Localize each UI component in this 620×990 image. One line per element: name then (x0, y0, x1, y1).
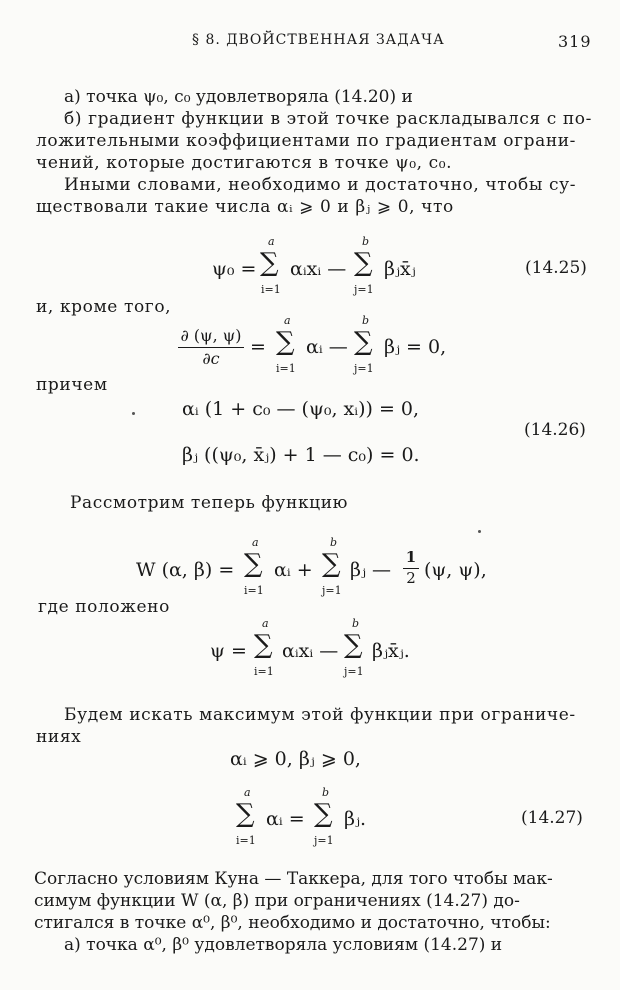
sum-upper-limit: a (262, 617, 269, 630)
stray-mark (132, 412, 135, 415)
derivative-equals: = (250, 336, 266, 358)
eq-14-25-lhs: ψ₀ = (212, 258, 257, 280)
sum-symbol: ∑ (354, 248, 373, 278)
psi-definition-term-2: βⱼx̄ⱼ. (372, 640, 410, 662)
derivative-numerator: ∂ (ψ, ψ) (180, 326, 242, 345)
sum-symbol: ∑ (244, 549, 263, 579)
eq-14-27-term-1: αᵢ = (266, 808, 305, 830)
sum-lower-limit: i=1 (254, 665, 274, 678)
equation-number-14-27: (14.27) (521, 808, 583, 828)
sum-upper-limit: a (268, 235, 275, 248)
sum-lower-limit: j=1 (354, 283, 374, 296)
paragraph-line-1: Иными словами, необходимо и достаточно, чтобы су- (64, 175, 577, 195)
sum-lower-limit: i=1 (261, 283, 281, 296)
w-function-term-2: βⱼ — (350, 559, 392, 581)
sum-upper-limit: a (252, 536, 259, 549)
item-b-line-3: чений, которые достигаются в точке ψ₀, c₀. (36, 153, 453, 173)
running-header: § 8. ДВОЙСТВЕННАЯ ЗАДАЧА (192, 32, 445, 48)
half-denominator: 2 (406, 569, 416, 587)
item-a-line: а) точка ψ₀, c₀ удовлетворяла (14.20) и (64, 87, 413, 107)
sum-lower-limit: j=1 (344, 665, 364, 678)
half-numerator: 1 (405, 548, 417, 566)
sum-upper-limit: a (284, 314, 291, 327)
w-function-lhs: W (α, β) = (136, 559, 235, 581)
equation-number-14-25: (14.25) (525, 258, 587, 278)
sum-upper-limit: b (352, 617, 360, 630)
search-line-2: ниях (36, 727, 82, 747)
psi-definition-term-1: αᵢxᵢ — (282, 640, 339, 662)
sum-lower-limit: j=1 (354, 362, 374, 375)
final-line-2: симум функции W (α, β) при ограничениях (14.27) до- (34, 891, 520, 911)
eq-14-25-term-1: αᵢxᵢ — (290, 258, 347, 280)
final-line-4: а) точка α⁰, β⁰ удовлетворяла условиям (14.27) и (64, 935, 503, 955)
final-line-1: Согласно условиям Куна — Таккера, для того чтобы мак- (34, 869, 553, 889)
sum-symbol: ∑ (314, 799, 333, 829)
sum-symbol: ∑ (322, 549, 341, 579)
sum-upper-limit: b (322, 786, 330, 799)
search-line-1: Будем искать максимум этой функции при ограниче- (64, 705, 576, 725)
sum-lower-limit: j=1 (314, 834, 334, 847)
sum-symbol: ∑ (236, 799, 255, 829)
derivative-denominator: ∂c (202, 349, 220, 368)
page-number: 319 (558, 32, 592, 51)
sum-symbol: ∑ (254, 630, 273, 660)
sum-symbol: ∑ (344, 630, 363, 660)
eq-14-27-line-1: αᵢ ⩾ 0, βⱼ ⩾ 0, (230, 748, 361, 770)
eq-14-27-term-2: βⱼ. (344, 808, 367, 830)
connector-wherein: причем (36, 375, 108, 395)
sum-lower-limit: j=1 (322, 584, 342, 597)
derivative-term-2: βⱼ = 0, (384, 336, 447, 358)
consider-sentence: Рассмотрим теперь функцию (70, 493, 349, 513)
sum-lower-limit: i=1 (236, 834, 256, 847)
item-b-line-2: ложительными коэффициентами по градиентам ограни- (36, 131, 577, 151)
sum-lower-limit: i=1 (244, 584, 264, 597)
eq-14-26-line-2: βⱼ ((ψ₀, x̄ⱼ) + 1 — c₀) = 0. (182, 444, 420, 466)
fraction-bar (178, 347, 244, 348)
sum-symbol: ∑ (260, 248, 279, 278)
stray-mark (478, 530, 481, 533)
w-function-tail: (ψ, ψ), (424, 559, 487, 581)
paragraph-line-2: ществовали такие числа αᵢ ⩾ 0 и βⱼ ⩾ 0, что (36, 197, 454, 217)
w-function-term-1: αᵢ + (274, 559, 313, 581)
eq-14-25-term-2: βⱼx̄ⱼ (384, 258, 416, 280)
sum-symbol: ∑ (354, 327, 373, 357)
sum-upper-limit: b (330, 536, 338, 549)
connector-where-set: где положено (38, 597, 170, 617)
equation-number-14-26: (14.26) (524, 420, 586, 440)
final-line-3: стигался в точке α⁰, β⁰, необходимо и достаточно, чтобы: (34, 913, 551, 933)
connector-and-also: и, кроме того, (36, 297, 172, 317)
item-b-line-1: б) градиент функции в этой точке раскладывался с по- (64, 109, 592, 129)
sum-lower-limit: i=1 (276, 362, 296, 375)
psi-definition-lhs: ψ = (210, 640, 247, 662)
derivative-term-1: αᵢ — (306, 336, 348, 358)
eq-14-26-line-1: αᵢ (1 + c₀ — (ψ₀, xᵢ)) = 0, (182, 398, 420, 420)
sum-upper-limit: b (362, 314, 370, 327)
sum-symbol: ∑ (276, 327, 295, 357)
sum-upper-limit: b (362, 235, 370, 248)
sum-upper-limit: a (244, 786, 251, 799)
